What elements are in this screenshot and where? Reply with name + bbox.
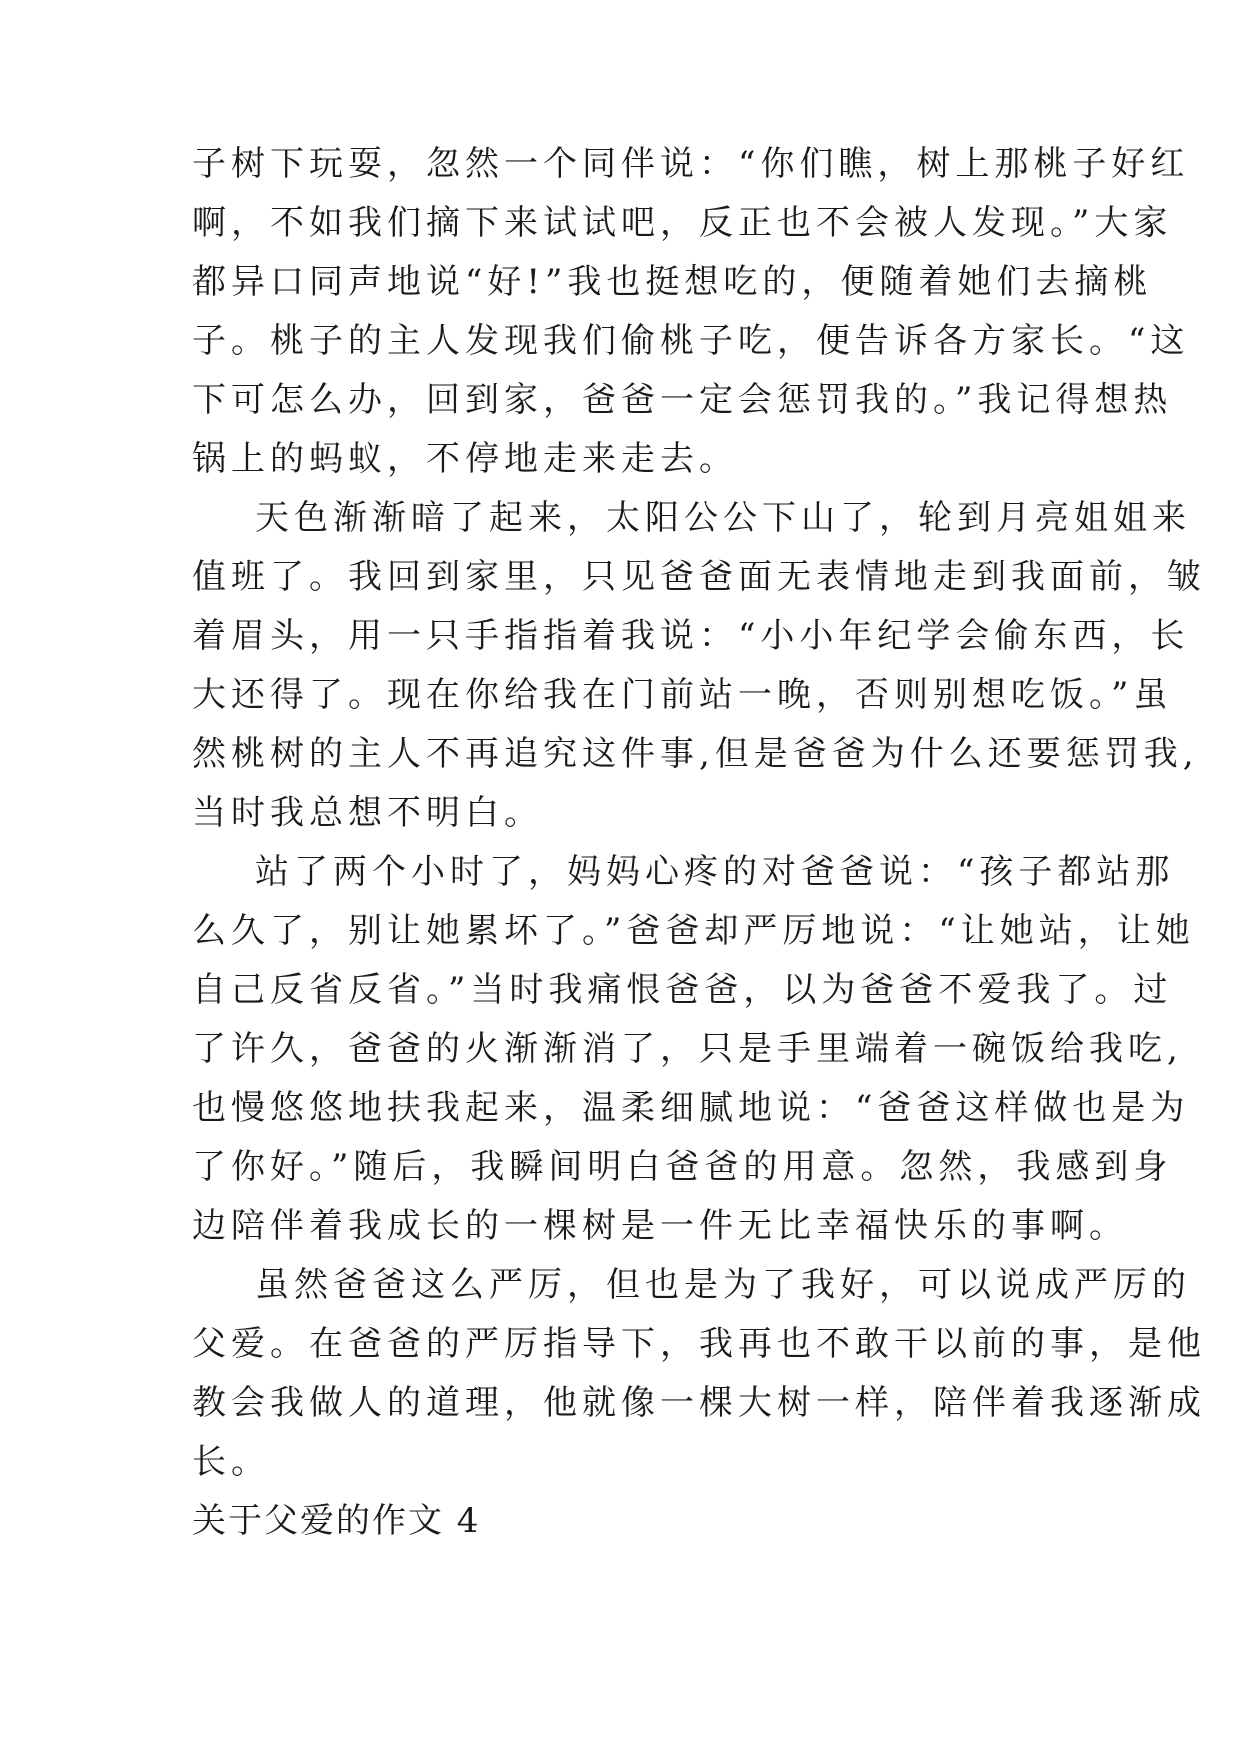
- paragraph-line: 值班了。我回到家里，只见爸爸面无表情地走到我面前，皱: [192, 557, 1206, 597]
- paragraph-line: 啊，不如我们摘下来试试吧，反正也不会被人发现。”大家: [192, 203, 1173, 243]
- paragraph-line: 也慢悠悠地扶我起来，温柔细腻地说：“爸爸这样做也是为: [192, 1088, 1190, 1128]
- paragraph-line: 子树下玩耍，忽然一个同伴说：“你们瞧，树上那桃子好红: [192, 144, 1190, 184]
- paragraph-line: 边陪伴着我成长的一棵树是一件无比幸福快乐的事啊。: [192, 1206, 1128, 1246]
- paragraph-line: 长。: [192, 1442, 270, 1482]
- paragraph-line: 了许久，爸爸的火渐渐消了，只是手里端着一碗饭给我吃,: [192, 1029, 1183, 1069]
- essay-body: [192, 135, 1206, 1551]
- paragraph-line: 虽然爸爸这么严厉，但也是为了我好，可以说成严厉的: [255, 1265, 1191, 1305]
- essay-paragraph: [192, 1256, 1206, 1492]
- paragraph-line: 下可怎么办，回到家，爸爸一定会惩罚我的。”我记得想热: [192, 380, 1173, 420]
- paragraph-line: 站了两个小时了，妈妈心疼的对爸爸说：“孩子都站那: [255, 852, 1175, 892]
- paragraph-line: 然桃树的主人不再追究这件事,但是爸爸为什么还要惩罚我,: [192, 734, 1199, 774]
- section-heading: 关于父爱的作文 4: [192, 1501, 481, 1541]
- paragraph-line: 自己反省反省。”当时我痛恨爸爸，以为爸爸不爱我了。过: [192, 970, 1173, 1010]
- essay-paragraph: [192, 135, 1190, 489]
- paragraph-line: 大还得了。现在你给我在门前站一晚，否则别想吃饭。”虽: [192, 675, 1173, 715]
- paragraph-line: 都异口同声地说“好!”我也挺想吃的，便随着她们去摘桃: [192, 262, 1153, 302]
- paragraph-line: 锅上的蚂蚁，不停地走来走去。: [192, 439, 738, 479]
- essay-paragraph: [192, 843, 1195, 1256]
- paragraph-line: 子。桃子的主人发现我们偷桃子吃，便告诉各方家长。“这: [192, 321, 1190, 361]
- paragraph-line: 父爱。在爸爸的严厉指导下，我再也不敢干以前的事，是他: [192, 1324, 1206, 1364]
- paragraph-line: 着眉头，用一只手指指着我说：“小小年纪学会偷东西，长: [192, 616, 1190, 656]
- paragraph-line: 当时我总想不明白。: [192, 793, 543, 833]
- paragraph-line: 教会我做人的道理，他就像一棵大树一样，陪伴着我逐渐成: [192, 1383, 1206, 1423]
- paragraph-line: 么久了，别让她累坏了。”爸爸却严厉地说：“让她站，让她: [192, 911, 1195, 951]
- paragraph-line: 了你好。”随后，我瞬间明白爸爸的用意。忽然，我感到身: [192, 1147, 1173, 1187]
- essay-paragraph: [192, 489, 1206, 843]
- paragraph-line: 天色渐渐暗了起来，太阳公公下山了，轮到月亮姐姐来: [255, 498, 1191, 538]
